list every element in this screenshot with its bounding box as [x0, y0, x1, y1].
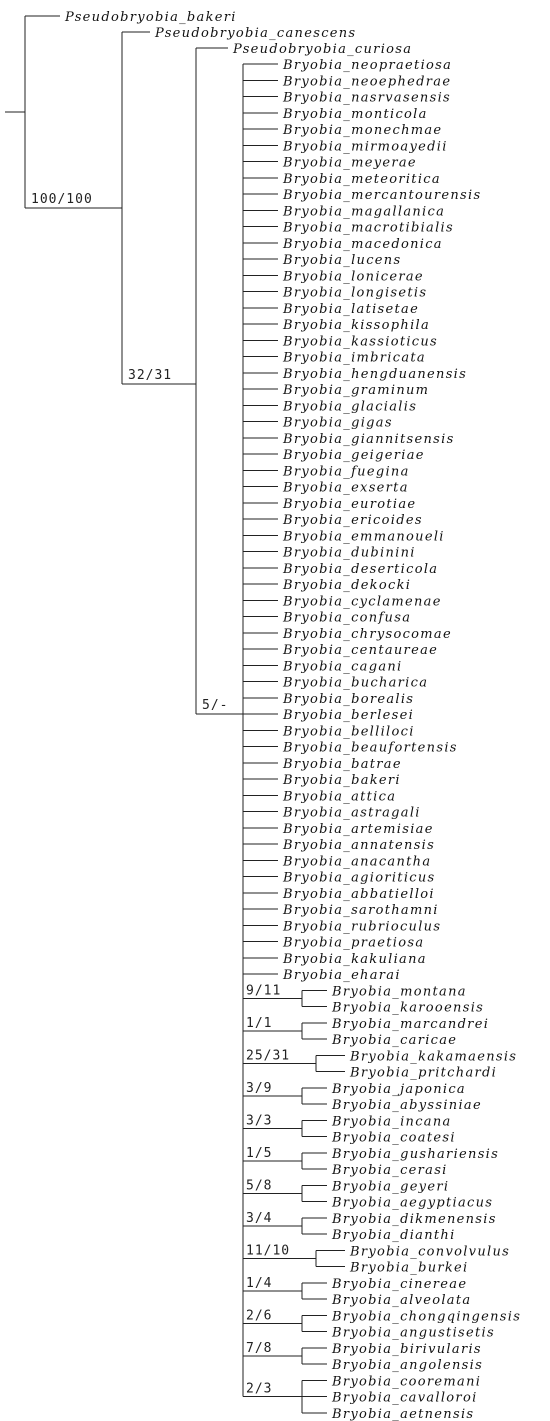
leaf-label: Bryobia_coatesi [332, 1130, 456, 1146]
leaf-label: Bryobia_burkei [350, 1260, 469, 1276]
leaf-label: Bryobia_graminum [283, 383, 430, 398]
support-value: 7/8 [246, 1340, 273, 1356]
leaf-label: Bryobia_aetnensis [332, 1406, 475, 1421]
support-value: 2/3 [246, 1381, 273, 1397]
leaf-label: Bryobia_centaureae [283, 643, 439, 658]
leaf-label: Bryobia_artemisiae [283, 821, 434, 837]
leaf-label: Bryobia_incana [332, 1114, 452, 1130]
leaf-label: Bryobia_marcandrei [332, 1016, 490, 1032]
leaf-label: Bryobia_batrae [283, 756, 402, 772]
leaf-label: Bryobia_dekocki [283, 578, 412, 593]
leaf-label: Bryobia_birivularis [332, 1341, 482, 1357]
leaf-label: Bryobia_mercantourensis [283, 188, 482, 203]
leaf-label: Bryobia_sarothamni [283, 903, 439, 918]
support-value: 1/4 [246, 1275, 273, 1291]
leaf-label: Bryobia_pritchardi [350, 1065, 498, 1081]
leaf-label: Bryobia_convolvulus [350, 1244, 511, 1260]
leaf-label: Bryobia_eurotiae [283, 496, 417, 512]
leaf-label: Bryobia_nasrvasensis [283, 90, 452, 106]
leaf-label: Bryobia_eharai [283, 968, 401, 983]
leaf-label: Bryobia_angustisetis [332, 1325, 495, 1341]
support-value: 3/4 [246, 1210, 273, 1226]
leaf-label: Bryobia_angolensis [332, 1358, 484, 1373]
leaf-label: Bryobia_monticola [283, 106, 428, 122]
leaf-label: Bryobia_bakeri [283, 773, 401, 788]
leaf-label: Bryobia_kakuliana [283, 951, 427, 967]
leaf-label: Bryobia_cavalloroi [332, 1390, 478, 1406]
support-value: 25/31 [246, 1048, 291, 1064]
leaf-label: Bryobia_montana [332, 984, 467, 1000]
leaf-label: Bryobia_neopraetiosa [283, 58, 453, 73]
leaf-label: Bryobia_gigas [283, 415, 393, 431]
support-value: 2/6 [246, 1308, 273, 1324]
leaf-label: Bryobia_fuegina [283, 464, 410, 480]
leaf-label: Bryobia_monechmae [283, 123, 443, 138]
support-value: 11/10 [246, 1243, 291, 1259]
leaf-label: Pseudobryobia_bakeri [65, 10, 237, 25]
leaf-label: Bryobia_cyclamenae [283, 594, 442, 610]
leaf-label: Bryobia_giannitsensis [283, 431, 455, 447]
leaf-label: Bryobia_geyeri [332, 1179, 450, 1195]
leaf-label: Bryobia_lonicerae [283, 269, 424, 285]
leaf-label: Bryobia_cinereae [332, 1276, 468, 1292]
leaf-label: Bryobia_dikmenensis [332, 1211, 497, 1227]
leaf-label: Bryobia_latisetae [283, 301, 420, 317]
leaf-label: Bryobia_longisetis [283, 285, 428, 301]
leaf-label: Bryobia_geigeriae [283, 448, 425, 463]
leaf-label: Bryobia_magallanica [283, 204, 446, 220]
support-value: 3/3 [246, 1113, 273, 1129]
leaf-label: Bryobia_chongqingensis [332, 1309, 522, 1325]
leaf-label: Bryobia_abbatielloi [283, 886, 435, 902]
leaf-label: Bryobia_glacialis [283, 399, 418, 415]
leaf-label: Bryobia_japonica [332, 1081, 466, 1097]
leaf-label: Bryobia_mirmoayedii [283, 139, 448, 155]
leaf-label: Bryobia_attica [283, 789, 397, 805]
leaf-label: Bryobia_borealis [283, 691, 415, 707]
leaf-label: Bryobia_beaufortensis [283, 740, 458, 756]
support-value: 1/5 [246, 1145, 273, 1161]
leaf-label: Bryobia_dianthi [332, 1228, 456, 1243]
leaf-label: Bryobia_meyerae [283, 155, 417, 171]
leaf-label: Bryobia_macrotibialis [283, 220, 454, 236]
leaf-label: Bryobia_kakamaensis [350, 1049, 518, 1065]
support-value: 1/1 [246, 1015, 273, 1031]
leaf-label: Bryobia_berlesei [283, 708, 415, 723]
leaf-label: Bryobia_karooensis [332, 1000, 485, 1016]
leaf-label: Bryobia_kissophila [283, 318, 431, 333]
leaf-label: Bryobia_alveolata [332, 1293, 472, 1308]
support-value: 3/9 [246, 1080, 273, 1096]
leaf-label: Bryobia_caricae [332, 1033, 458, 1048]
leaf-label: Bryobia_kassioticus [283, 334, 439, 350]
leaf-label: Bryobia_emmanoueli [283, 529, 445, 545]
leaf-label: Bryobia_confusa [283, 610, 412, 626]
leaf-label: Bryobia_astragali [283, 805, 421, 821]
leaf-label: Bryobia_rubrioculus [283, 919, 442, 935]
leaf-label: Bryobia_anacantha [283, 854, 432, 870]
leaf-label: Bryobia_ericoides [283, 513, 423, 528]
leaf-label: Bryobia_hengduanensis [283, 366, 468, 382]
leaf-label: Bryobia_bucharica [283, 675, 429, 691]
leaf-label: Bryobia_dubinini [283, 545, 416, 561]
leaf-label: Bryobia_meteoritica [283, 171, 441, 187]
support-value: 5/- [202, 698, 229, 713]
support-value: 32/31 [128, 368, 173, 383]
leaf-label: Bryobia_neoephedrae [283, 74, 452, 90]
leaf-label: Bryobia_agioriticus [283, 870, 436, 886]
leaf-label: Bryobia_macedonica [283, 236, 443, 252]
leaf-label: Bryobia_cooremani [332, 1374, 482, 1390]
leaf-label: Bryobia_annatensis [283, 838, 436, 853]
leaf-label: Bryobia_chrysocomae [283, 626, 452, 642]
support-value: 9/11 [246, 983, 282, 999]
leaf-label: Pseudobryobia_canescens [155, 26, 357, 41]
leaf-label: Bryobia_imbricata [283, 350, 426, 366]
leaf-label: Bryobia_lucens [283, 253, 402, 268]
leaf-label: Pseudobryobia_curiosa [233, 42, 413, 57]
leaf-label: Bryobia_cagani [283, 659, 403, 675]
leaf-label: Bryobia_deserticola [283, 561, 439, 577]
leaf-label: Bryobia_belliloci [283, 724, 415, 740]
leaf-label: Bryobia_cerasi [332, 1163, 448, 1178]
leaf-label: Bryobia_abyssiniae [332, 1098, 482, 1113]
leaf-label: Bryobia_praetiosa [283, 935, 425, 951]
support-value: 100/100 [31, 192, 93, 207]
leaf-label: Bryobia_aegyptiacus [332, 1195, 494, 1211]
support-value: 5/8 [246, 1178, 273, 1194]
leaf-label: Bryobia_exserta [283, 480, 409, 496]
leaf-label: Bryobia_gushariensis [332, 1146, 500, 1162]
